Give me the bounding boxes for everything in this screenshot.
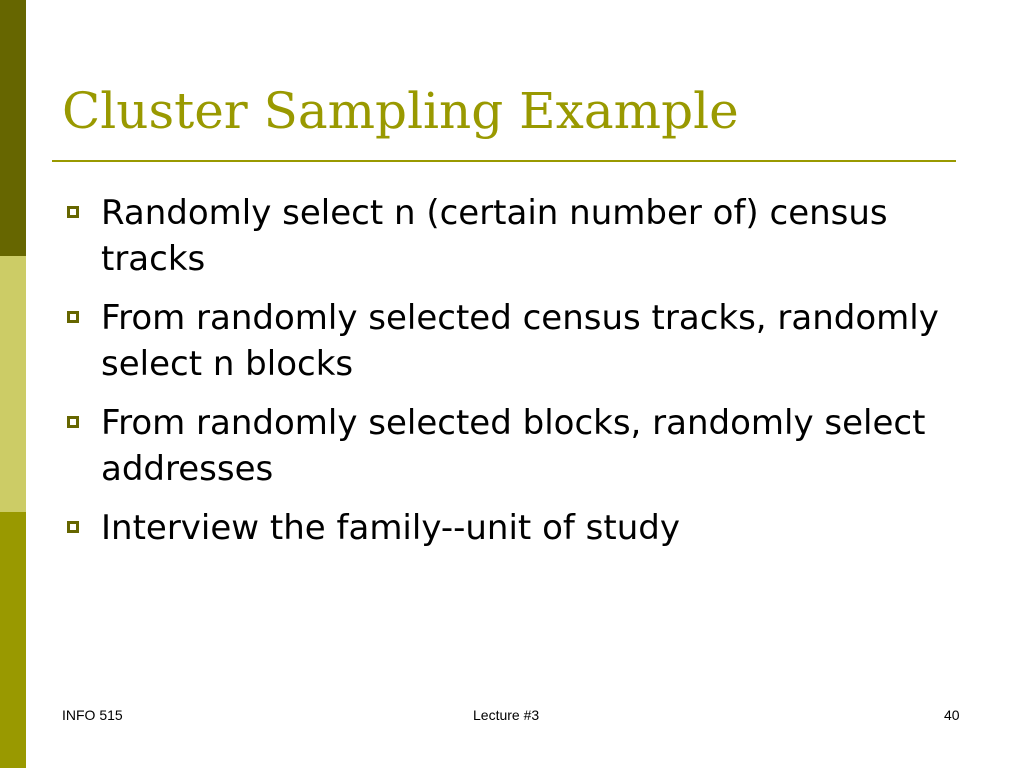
hollow-square-bullet-icon xyxy=(67,521,79,533)
bullet-text: From randomly selected census tracks, randomly select n blocks xyxy=(101,298,939,384)
bullet-item xyxy=(64,400,964,492)
hollow-square-bullet-icon xyxy=(67,311,79,323)
bullet-text: From randomly selected blocks, randomly select addresses xyxy=(101,403,926,489)
hollow-square-bullet-icon xyxy=(67,416,79,428)
bullet-item xyxy=(64,190,964,282)
decorative-stripe-top xyxy=(0,0,26,256)
footer-page-number: 40 xyxy=(944,707,960,723)
hollow-square-bullet-icon xyxy=(67,206,79,218)
bullet-text: Randomly select n (certain number of) census tracks xyxy=(101,193,888,279)
bullet-item xyxy=(64,505,964,551)
bullet-list xyxy=(64,190,964,564)
slide-title: Cluster Sampling Example xyxy=(62,82,739,140)
bullet-item xyxy=(64,295,964,387)
title-divider xyxy=(52,160,956,162)
footer-lecture: Lecture #3 xyxy=(473,707,540,723)
footer-course: INFO 515 xyxy=(62,707,123,723)
bullet-text: Interview the family--unit of study xyxy=(101,508,680,548)
decorative-stripe-middle xyxy=(0,256,26,512)
decorative-stripe-bottom xyxy=(0,512,26,768)
